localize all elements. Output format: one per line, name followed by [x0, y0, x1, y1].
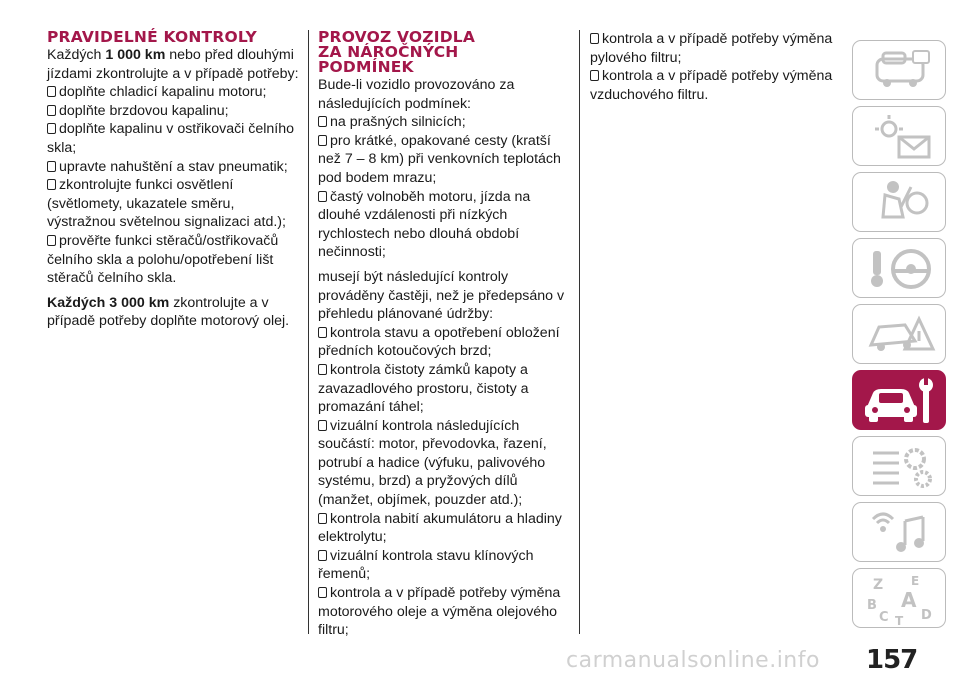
- list-item: kontrola a v případě potřeby výměna vzduchového filtru.: [590, 68, 833, 103]
- heading-regular-checks: PRAVIDELNÉ KONTROLY: [47, 28, 257, 46]
- checkbox-bullet-icon: [318, 587, 327, 598]
- tab-warning-lights[interactable]: [852, 106, 946, 166]
- index-letter: B: [867, 598, 877, 613]
- checkbox-bullet-icon: [318, 550, 327, 561]
- checkbox-bullet-icon: [47, 86, 56, 97]
- checkbox-bullet-icon: [318, 135, 327, 146]
- index-letter: A: [901, 588, 917, 612]
- oil-check-paragraph: Každých 3 000 km zkontrolujte a v případě potřeby doplňte motorový olej.: [47, 294, 290, 330]
- column-regular-checks: [47, 30, 303, 337]
- list-item: doplňte chladicí kapalinu motoru;: [47, 83, 303, 102]
- list-item: častý volnoběh motoru, jízda na dlouhé vzdálenosti při nízkých rychlostech nebo dlouhá období nečinnosti;: [318, 188, 531, 261]
- alphabet-index-icon: [853, 569, 947, 629]
- car-wrench-icon: [853, 371, 947, 431]
- tab-maintenance[interactable]: [852, 370, 946, 430]
- watermark: carmanualsonline.info: [566, 648, 820, 673]
- heading-severe-conditions: PROVOZ VOZIDLA ZA NÁROČNÝCH PODMÍNEK: [318, 28, 476, 76]
- checks-intro: musejí být následující kontroly prováděny častěji, než je předepsáno v přehledu plánované údržby:: [318, 268, 565, 323]
- checkbox-bullet-icon: [318, 364, 327, 375]
- checks-list: [318, 324, 576, 640]
- list-item: na prašných silnicích;: [318, 113, 576, 132]
- list-item: upravte nahuštění a stav pneumatik;: [47, 158, 303, 177]
- car-dashboard-icon: [853, 41, 947, 101]
- checkbox-bullet-icon: [318, 116, 327, 127]
- list-item: kontrola stavu a opotřebení obložení předních kotoučových brzd;: [318, 324, 560, 360]
- page-number: 157: [866, 645, 918, 675]
- list-item: doplňte kapalinu v ostřikovači čelního skla;: [47, 121, 295, 156]
- list-item: kontrola a v případě potřeby výměna pylového filtru;: [590, 31, 833, 66]
- tab-emergency[interactable]: [852, 304, 946, 364]
- column-divider-1: [308, 30, 309, 634]
- index-letter: Z: [873, 577, 884, 593]
- tab-starting-driving[interactable]: [852, 238, 946, 298]
- column-severe-conditions: [318, 30, 576, 640]
- intro-paragraph: Každých 1 000 km nebo před dlouhými jízdami zkontrolujte a v případě potřeby:: [47, 47, 299, 82]
- list-item: vizuální kontrola stavu klínových řemenů;: [318, 547, 534, 583]
- list-item: doplňte brzdovou kapalinu;: [47, 102, 303, 121]
- conditions-list: [318, 113, 576, 262]
- checkbox-bullet-icon: [318, 513, 327, 524]
- tab-index[interactable]: [852, 568, 946, 628]
- tab-safety[interactable]: [852, 172, 946, 232]
- checkbox-bullet-icon: [47, 161, 56, 172]
- tab-multimedia[interactable]: [852, 502, 946, 562]
- multimedia-icon: [853, 503, 947, 563]
- list-item: kontrola a v případě potřeby výměna motorového oleje a výměna olejového filtru;: [318, 585, 561, 639]
- list-item: kontrola čistoty zámků kapoty a zavazadlového prostoru, čistoty a promazání táhel;: [318, 361, 529, 416]
- index-letter: T: [895, 614, 904, 628]
- list-item: prověřte funkci stěračů/ostřikovačů čelního skla a polohu/opotřebení lišt stěračů čelního skla.: [47, 232, 279, 287]
- specs-gears-icon: [853, 437, 947, 497]
- list-item: kontrola nabití akumulátoru a hladiny elektrolytu;: [318, 510, 562, 546]
- checkbox-bullet-icon: [318, 420, 327, 431]
- index-letter: C: [879, 610, 889, 625]
- regular-checks-list: [47, 83, 303, 288]
- checkbox-bullet-icon: [318, 327, 327, 338]
- column-filters: [590, 30, 840, 104]
- checkbox-bullet-icon: [47, 105, 56, 116]
- column-divider-2: [579, 30, 580, 634]
- checkbox-bullet-icon: [47, 179, 56, 190]
- list-item: pro krátké, opakované cesty (kratší než 7 – 8 km) při venkovních teplotách pod bodem mrazu;: [318, 132, 561, 186]
- checkbox-bullet-icon: [590, 70, 599, 81]
- list-item: zkontrolujte funkci osvětlení (světlomety, ukazatele směru, výstražnou světelnou signalizaci atd.);: [47, 177, 286, 231]
- seat-airbag-icon: [853, 173, 947, 233]
- list-item: vizuální kontrola následujících součástí: motor, převodovka, řazení, potrubí a hadice (výfuku, palivového systému, brzd) a pryžových dílů (manžet, objímek, pouzder atd.);: [318, 417, 547, 509]
- checkbox-bullet-icon: [47, 123, 56, 134]
- warning-lights-icon: [853, 107, 947, 167]
- conditions-intro: Bude-li vozidlo provozováno za následujících podmínek:: [318, 77, 515, 112]
- index-letter: D: [921, 608, 932, 623]
- tab-technical-data[interactable]: [852, 436, 946, 496]
- checkbox-bullet-icon: [318, 191, 327, 202]
- checkbox-bullet-icon: [590, 33, 599, 44]
- checkbox-bullet-icon: [47, 235, 56, 246]
- index-letter: E: [911, 574, 920, 588]
- car-accident-icon: [853, 305, 947, 365]
- tab-dashboard[interactable]: [852, 40, 946, 100]
- key-steering-wheel-icon: [853, 239, 947, 299]
